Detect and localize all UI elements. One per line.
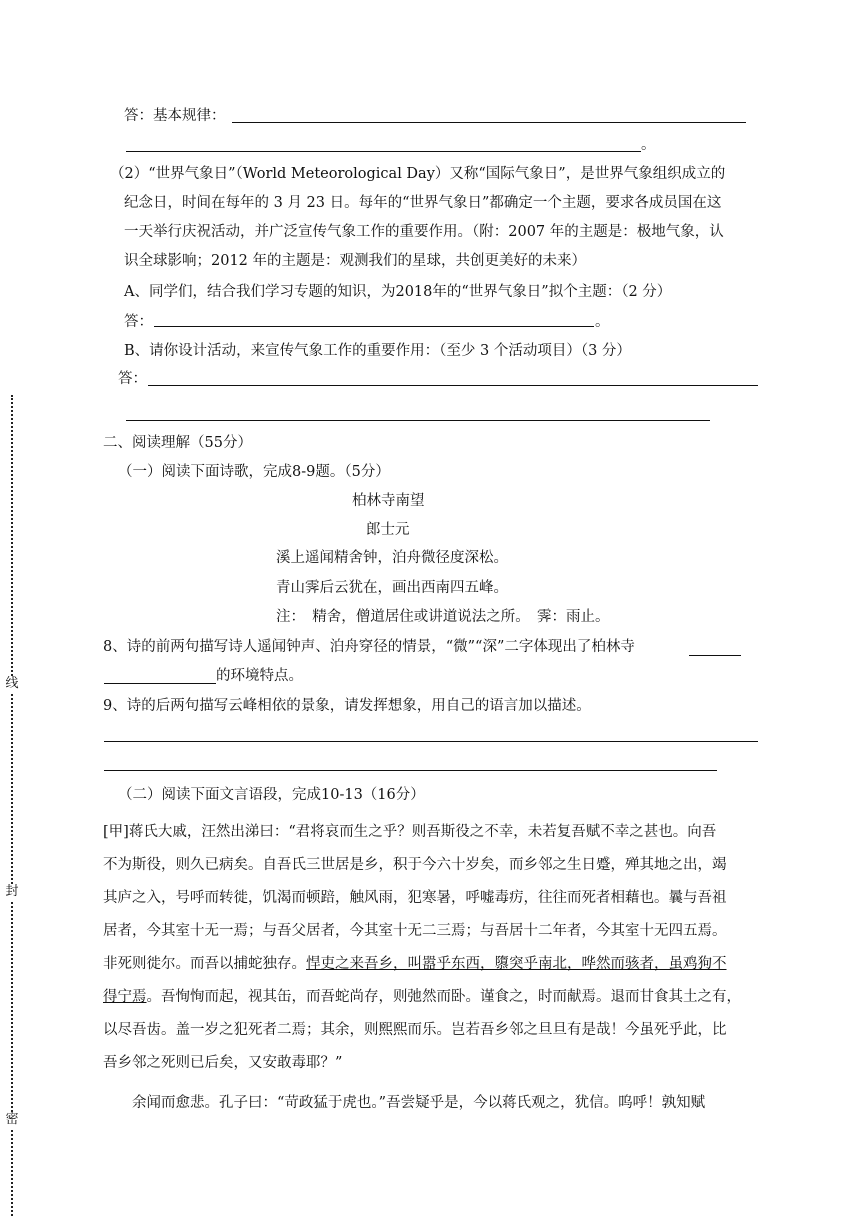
q8-line-1: 8、诗的前两句描写诗人遥闻钟声、泊舟穿径的情景，“微”“深”二字体现出了柏林寺 xyxy=(103,639,635,655)
q2-part-a-answer-blank[interactable] xyxy=(154,326,594,327)
q8-answer-blank-1[interactable] xyxy=(689,655,741,656)
q9-answer-blank-2[interactable] xyxy=(104,770,717,771)
q2-line-4: 识全球影响；2012 年的主题是：观测我们的星球，共创更美好的未来） xyxy=(124,253,587,269)
section2-sub1: （一）阅读下面诗歌，完成8-9题。（5分） xyxy=(118,464,390,480)
passage-line-3: 其庐之入，号呼而转徙，饥渴而顿踣，触风雨，犯寒暑，呼嘘毒疠，往往而死者相藉也。曩与吾祖 xyxy=(103,890,727,906)
poem-note: 注： 精舍，僧道居住或讲道说法之所。 霁：雨止。 xyxy=(276,609,610,625)
poem-title: 柏林寺南望 xyxy=(352,493,425,509)
binding-line xyxy=(11,395,13,1216)
q2-part-b-answer-blank-2[interactable] xyxy=(126,420,710,421)
q2-part-b: B、请你设计活动，来宣传气象工作的重要作用：（至少 3 个活动项目）（3 分） xyxy=(124,343,631,359)
poem-line-1: 溪上遥闻精舍钟，泊舟微径度深松。 xyxy=(276,550,508,566)
q1-answer-label: 答：基本规律： xyxy=(124,108,226,124)
q1-end-mark: 。 xyxy=(641,137,656,153)
passage-line-8: 吾乡邻之死则已后矣，又安敢毒耶？” xyxy=(103,1055,343,1071)
passage-line-7: 以尽吾齿。盖一岁之犯死者二焉；其余，则熙熙而乐。岂若吾乡邻之旦旦有是哉！今虽死乎此，比 xyxy=(103,1022,727,1038)
passage-line-6-underlined: 得宁焉 xyxy=(103,989,147,1005)
q2-part-a-end-mark: 。 xyxy=(595,314,610,330)
margin-mark-line: 线 xyxy=(5,676,19,691)
q2-part-b-answer-blank-1[interactable] xyxy=(148,385,758,386)
q1-answer-blank-2[interactable] xyxy=(126,151,641,152)
q2-line-1: （2）“世界气象日”（World Meteorological Day）又称“国际气象日”，是世界气象组织成立的 xyxy=(110,166,726,182)
poem-author: 郎士元 xyxy=(366,522,410,538)
q2-part-a-answer-label: 答： xyxy=(124,314,153,330)
margin-mark-seal: 封 xyxy=(5,884,19,899)
passage-line-2: 不为斯役，则久已病矣。自吾氏三世居是乡，积于今六十岁矣，而乡邻之生日蹙，殚其地之出，竭 xyxy=(103,857,727,873)
passage-line-1: [甲]蒋氏大戚，汪然出涕曰：“君将哀而生之乎？则吾斯役之不幸，未若复吾赋不幸之甚也。向吾 xyxy=(103,824,717,840)
passage-line-5-plain: 非死则徙尔。而吾以捕蛇独存。 xyxy=(103,956,306,972)
passage-line-6-plain: 。吾恂恂而起，视其缶，而吾蛇尚存，则弛然而卧。谨食之，时而献焉。退而甘食其土之有， xyxy=(146,989,741,1005)
q2-part-a: A、同学们，结合我们学习专题的知识，为2018年的“世界气象日”拟个主题：（2 分） xyxy=(124,284,672,300)
passage-line-5 xyxy=(103,954,727,974)
q9-prompt: 9、诗的后两句描写云峰相依的景象，请发挥想象，用自己的语言加以描述。 xyxy=(103,698,591,714)
q2-line-2: 纪念日，时间在每年的 3 月 23 日。每年的“世界气象日”都确定一个主题，要求各成员国在这 xyxy=(124,195,722,211)
passage-line-5-underlined: 悍吏之来吾乡，叫嚣乎东西，隳突乎南北，哗然而骇者，虽鸡狗不 xyxy=(306,956,727,972)
passage-line-9: 余闻而愈悲。孔子曰：“苛政猛于虎也。”吾尝疑乎是，今以蒋氏观之，犹信。呜呼！孰知赋 xyxy=(103,1095,706,1111)
section2-sub2: （二）阅读下面文言语段，完成10-13（16分） xyxy=(118,787,425,803)
q8-answer-blank-2[interactable] xyxy=(104,683,216,684)
q2-part-b-answer-label: 答： xyxy=(118,371,147,387)
q2-line-3: 一天举行庆祝活动，并广泛宣传气象工作的重要作用。（附：2007 年的主题是：极地气象，认 xyxy=(124,224,724,240)
poem-line-2: 青山霁后云犹在，画出西南四五峰。 xyxy=(276,580,508,596)
margin-mark-secret: 密 xyxy=(5,1112,19,1127)
passage-line-6 xyxy=(103,987,741,1007)
q8-line-2: 的环境特点。 xyxy=(216,668,303,684)
passage-line-4: 居者，今其室十无一焉；与吾父居者，今其室十无二三焉；与吾居十二年者，今其室十无四五焉。 xyxy=(103,923,727,939)
q9-answer-blank-1[interactable] xyxy=(104,741,758,742)
q1-answer-blank-1[interactable] xyxy=(232,122,746,123)
section2-heading: 二、阅读理解（55分） xyxy=(103,435,252,451)
